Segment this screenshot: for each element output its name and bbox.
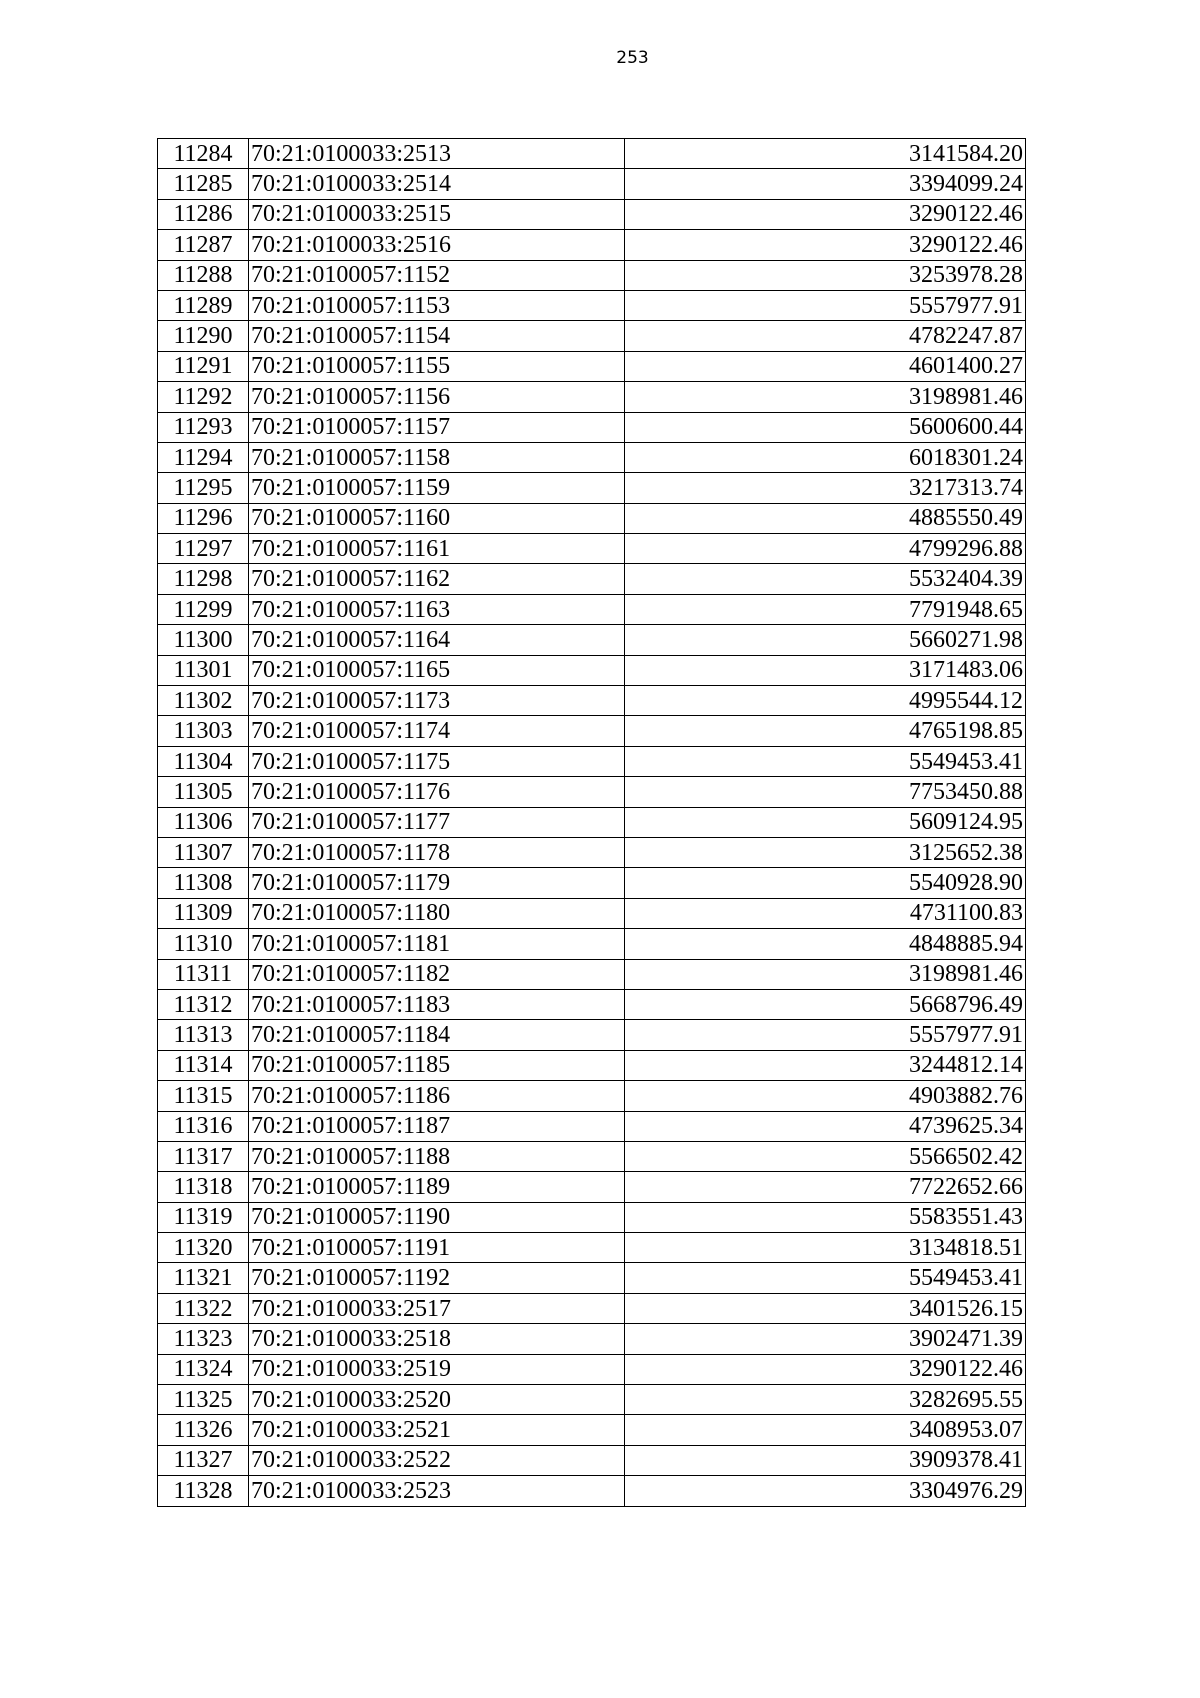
cadastral-value-cell: 7791948.65 — [625, 594, 1026, 624]
row-number-cell: 11315 — [158, 1081, 249, 1111]
cadastral-value-cell: 3217313.74 — [625, 473, 1026, 503]
table-row — [158, 777, 1026, 807]
table-row — [158, 807, 1026, 837]
cadastral-value-cell: 5566502.42 — [625, 1141, 1026, 1171]
table-row — [158, 1141, 1026, 1171]
row-number-cell: 11290 — [158, 321, 249, 351]
row-number-cell: 11310 — [158, 929, 249, 959]
row-number-cell: 11312 — [158, 989, 249, 1019]
row-number-cell: 11307 — [158, 837, 249, 867]
cadastral-number-cell: 70:21:0100057:1183 — [249, 989, 625, 1019]
row-number-cell: 11293 — [158, 412, 249, 442]
cadastral-value-cell: 3408953.07 — [625, 1415, 1026, 1445]
cadastral-number-cell: 70:21:0100033:2519 — [249, 1354, 625, 1384]
row-number-cell: 11316 — [158, 1111, 249, 1141]
table-row — [158, 868, 1026, 898]
row-number-cell: 11321 — [158, 1263, 249, 1293]
table-row — [158, 1111, 1026, 1141]
table-row — [158, 260, 1026, 290]
table-row — [158, 1202, 1026, 1232]
row-number-cell: 11291 — [158, 351, 249, 381]
cadastral-number-cell: 70:21:0100057:1188 — [249, 1141, 625, 1171]
cadastral-number-cell: 70:21:0100033:2518 — [249, 1324, 625, 1354]
cadastral-number-cell: 70:21:0100057:1160 — [249, 503, 625, 533]
cadastral-value-cell: 5583551.43 — [625, 1202, 1026, 1232]
row-number-cell: 11292 — [158, 382, 249, 412]
cadastral-number-cell: 70:21:0100057:1155 — [249, 351, 625, 381]
table-row — [158, 1172, 1026, 1202]
cadastral-value-cell: 5532404.39 — [625, 564, 1026, 594]
table-row — [158, 534, 1026, 564]
cadastral-value-cell: 3290122.46 — [625, 230, 1026, 260]
table-row — [158, 351, 1026, 381]
row-number-cell: 11323 — [158, 1324, 249, 1354]
cadastral-number-cell: 70:21:0100033:2517 — [249, 1293, 625, 1323]
cadastral-value-cell: 3401526.15 — [625, 1293, 1026, 1323]
cadastral-value-cell: 5609124.95 — [625, 807, 1026, 837]
table-row — [158, 625, 1026, 655]
cadastral-value-cell: 5668796.49 — [625, 989, 1026, 1019]
table-row — [158, 290, 1026, 320]
cadastral-number-cell: 70:21:0100057:1186 — [249, 1081, 625, 1111]
row-number-cell: 11309 — [158, 898, 249, 928]
cadastral-number-cell: 70:21:0100057:1184 — [249, 1020, 625, 1050]
row-number-cell: 11301 — [158, 655, 249, 685]
cadastral-number-cell: 70:21:0100057:1161 — [249, 534, 625, 564]
table-row — [158, 503, 1026, 533]
row-number-cell: 11289 — [158, 290, 249, 320]
cadastral-number-cell: 70:21:0100033:2516 — [249, 230, 625, 260]
row-number-cell: 11327 — [158, 1445, 249, 1475]
cadastral-value-cell: 5549453.41 — [625, 1263, 1026, 1293]
cadastral-number-cell: 70:21:0100057:1189 — [249, 1172, 625, 1202]
table-row — [158, 564, 1026, 594]
table-row — [158, 1415, 1026, 1445]
cadastral-number-cell: 70:21:0100057:1152 — [249, 260, 625, 290]
cadastral-value-cell: 4885550.49 — [625, 503, 1026, 533]
cadastral-number-cell: 70:21:0100057:1179 — [249, 868, 625, 898]
cadastral-value-cell: 3198981.46 — [625, 959, 1026, 989]
cadastral-number-cell: 70:21:0100057:1190 — [249, 1202, 625, 1232]
cadastral-value-cell: 4782247.87 — [625, 321, 1026, 351]
cadastral-number-cell: 70:21:0100057:1162 — [249, 564, 625, 594]
cadastral-value-cell: 3198981.46 — [625, 382, 1026, 412]
table-row — [158, 199, 1026, 229]
row-number-cell: 11318 — [158, 1172, 249, 1202]
cadastral-number-cell: 70:21:0100057:1180 — [249, 898, 625, 928]
row-number-cell: 11304 — [158, 746, 249, 776]
row-number-cell: 11325 — [158, 1385, 249, 1415]
cadastral-value-cell: 3134818.51 — [625, 1233, 1026, 1263]
cadastral-value-cell: 5660271.98 — [625, 625, 1026, 655]
table-row — [158, 382, 1026, 412]
table-row — [158, 1263, 1026, 1293]
row-number-cell: 11311 — [158, 959, 249, 989]
cadastral-number-cell: 70:21:0100057:1181 — [249, 929, 625, 959]
row-number-cell: 11300 — [158, 625, 249, 655]
row-number-cell: 11319 — [158, 1202, 249, 1232]
cadastral-number-cell: 70:21:0100057:1192 — [249, 1263, 625, 1293]
row-number-cell: 11295 — [158, 473, 249, 503]
cadastral-number-cell: 70:21:0100057:1158 — [249, 442, 625, 472]
table-row — [158, 1050, 1026, 1080]
cadastral-number-cell: 70:21:0100057:1185 — [249, 1050, 625, 1080]
cadastral-number-cell: 70:21:0100057:1154 — [249, 321, 625, 351]
table-row — [158, 1324, 1026, 1354]
cadastral-value-cell: 4731100.83 — [625, 898, 1026, 928]
cadastral-value-cell: 5557977.91 — [625, 290, 1026, 320]
cadastral-value-cell: 3125652.38 — [625, 837, 1026, 867]
cadastral-number-cell: 70:21:0100057:1153 — [249, 290, 625, 320]
row-number-cell: 11302 — [158, 686, 249, 716]
cadastral-value-cell: 4601400.27 — [625, 351, 1026, 381]
table-row — [158, 594, 1026, 624]
table-row — [158, 686, 1026, 716]
table-row — [158, 442, 1026, 472]
row-number-cell: 11326 — [158, 1415, 249, 1445]
cadastral-number-cell: 70:21:0100057:1187 — [249, 1111, 625, 1141]
row-number-cell: 11287 — [158, 230, 249, 260]
cadastral-number-cell: 70:21:0100057:1164 — [249, 625, 625, 655]
cadastral-value-cell: 4903882.76 — [625, 1081, 1026, 1111]
row-number-cell: 11314 — [158, 1050, 249, 1080]
row-number-cell: 11286 — [158, 199, 249, 229]
cadastral-value-cell: 6018301.24 — [625, 442, 1026, 472]
row-number-cell: 11298 — [158, 564, 249, 594]
table-row — [158, 412, 1026, 442]
cadastral-number-cell: 70:21:0100057:1174 — [249, 716, 625, 746]
table-row — [158, 139, 1026, 169]
table-row — [158, 989, 1026, 1019]
cadastral-number-cell: 70:21:0100033:2521 — [249, 1415, 625, 1445]
cadastral-number-cell: 70:21:0100033:2523 — [249, 1476, 625, 1506]
cadastral-value-cell: 4739625.34 — [625, 1111, 1026, 1141]
cadastral-number-cell: 70:21:0100057:1173 — [249, 686, 625, 716]
table-row — [158, 230, 1026, 260]
row-number-cell: 11297 — [158, 534, 249, 564]
cadastral-value-cell: 4799296.88 — [625, 534, 1026, 564]
row-number-cell: 11308 — [158, 868, 249, 898]
cadastral-number-cell: 70:21:0100057:1177 — [249, 807, 625, 837]
cadastral-number-cell: 70:21:0100057:1176 — [249, 777, 625, 807]
cadastral-value-cell: 4765198.85 — [625, 716, 1026, 746]
row-number-cell: 11294 — [158, 442, 249, 472]
row-number-cell: 11328 — [158, 1476, 249, 1506]
table-row — [158, 1233, 1026, 1263]
table-row — [158, 1293, 1026, 1323]
table-row — [158, 746, 1026, 776]
table-row — [158, 169, 1026, 199]
cadastral-value-cell: 3290122.46 — [625, 1354, 1026, 1384]
row-number-cell: 11320 — [158, 1233, 249, 1263]
cadastral-value-cell: 3394099.24 — [625, 169, 1026, 199]
cadastral-number-cell: 70:21:0100057:1165 — [249, 655, 625, 685]
row-number-cell: 11322 — [158, 1293, 249, 1323]
table-row — [158, 898, 1026, 928]
row-number-cell: 11288 — [158, 260, 249, 290]
table-row — [158, 929, 1026, 959]
cadastral-value-cell: 3902471.39 — [625, 1324, 1026, 1354]
table-row — [158, 959, 1026, 989]
table-row — [158, 1476, 1026, 1506]
cadastral-number-cell: 70:21:0100033:2514 — [249, 169, 625, 199]
cadastral-value-table — [157, 138, 1026, 1507]
cadastral-value-cell: 3290122.46 — [625, 199, 1026, 229]
cadastral-value-cell: 5557977.91 — [625, 1020, 1026, 1050]
row-number-cell: 11313 — [158, 1020, 249, 1050]
cadastral-number-cell: 70:21:0100057:1163 — [249, 594, 625, 624]
page-number: 253 — [616, 48, 649, 68]
table-row — [158, 473, 1026, 503]
cadastral-number-cell: 70:21:0100057:1157 — [249, 412, 625, 442]
cadastral-number-cell: 70:21:0100033:2520 — [249, 1385, 625, 1415]
table-row — [158, 837, 1026, 867]
cadastral-value-cell: 5549453.41 — [625, 746, 1026, 776]
table-row — [158, 1354, 1026, 1384]
cadastral-number-cell: 70:21:0100057:1191 — [249, 1233, 625, 1263]
cadastral-number-cell: 70:21:0100057:1156 — [249, 382, 625, 412]
cadastral-number-cell: 70:21:0100033:2513 — [249, 139, 625, 169]
cadastral-number-cell: 70:21:0100033:2515 — [249, 199, 625, 229]
table-row — [158, 1020, 1026, 1050]
row-number-cell: 11305 — [158, 777, 249, 807]
row-number-cell: 11324 — [158, 1354, 249, 1384]
cadastral-value-cell: 4848885.94 — [625, 929, 1026, 959]
cadastral-value-cell: 5540928.90 — [625, 868, 1026, 898]
cadastral-value-cell: 4995544.12 — [625, 686, 1026, 716]
cadastral-value-cell: 7722652.66 — [625, 1172, 1026, 1202]
table-row — [158, 1081, 1026, 1111]
cadastral-value-cell: 3244812.14 — [625, 1050, 1026, 1080]
table-body — [158, 139, 1026, 1507]
table-row — [158, 1385, 1026, 1415]
cadastral-value-cell: 7753450.88 — [625, 777, 1026, 807]
cadastral-value-cell: 5600600.44 — [625, 412, 1026, 442]
cadastral-value-cell: 3304976.29 — [625, 1476, 1026, 1506]
table-row — [158, 655, 1026, 685]
row-number-cell: 11296 — [158, 503, 249, 533]
row-number-cell: 11285 — [158, 169, 249, 199]
row-number-cell: 11317 — [158, 1141, 249, 1171]
cadastral-value-cell: 3253978.28 — [625, 260, 1026, 290]
row-number-cell: 11303 — [158, 716, 249, 746]
table-row — [158, 716, 1026, 746]
cadastral-number-cell: 70:21:0100057:1159 — [249, 473, 625, 503]
cadastral-number-cell: 70:21:0100057:1175 — [249, 746, 625, 776]
cadastral-value-cell: 3282695.55 — [625, 1385, 1026, 1415]
cadastral-number-cell: 70:21:0100057:1178 — [249, 837, 625, 867]
row-number-cell: 11284 — [158, 139, 249, 169]
cadastral-value-cell: 3141584.20 — [625, 139, 1026, 169]
row-number-cell: 11306 — [158, 807, 249, 837]
cadastral-number-cell: 70:21:0100057:1182 — [249, 959, 625, 989]
table-row — [158, 1445, 1026, 1475]
row-number-cell: 11299 — [158, 594, 249, 624]
table-row — [158, 321, 1026, 351]
cadastral-value-cell: 3909378.41 — [625, 1445, 1026, 1475]
cadastral-value-cell: 3171483.06 — [625, 655, 1026, 685]
cadastral-number-cell: 70:21:0100033:2522 — [249, 1445, 625, 1475]
